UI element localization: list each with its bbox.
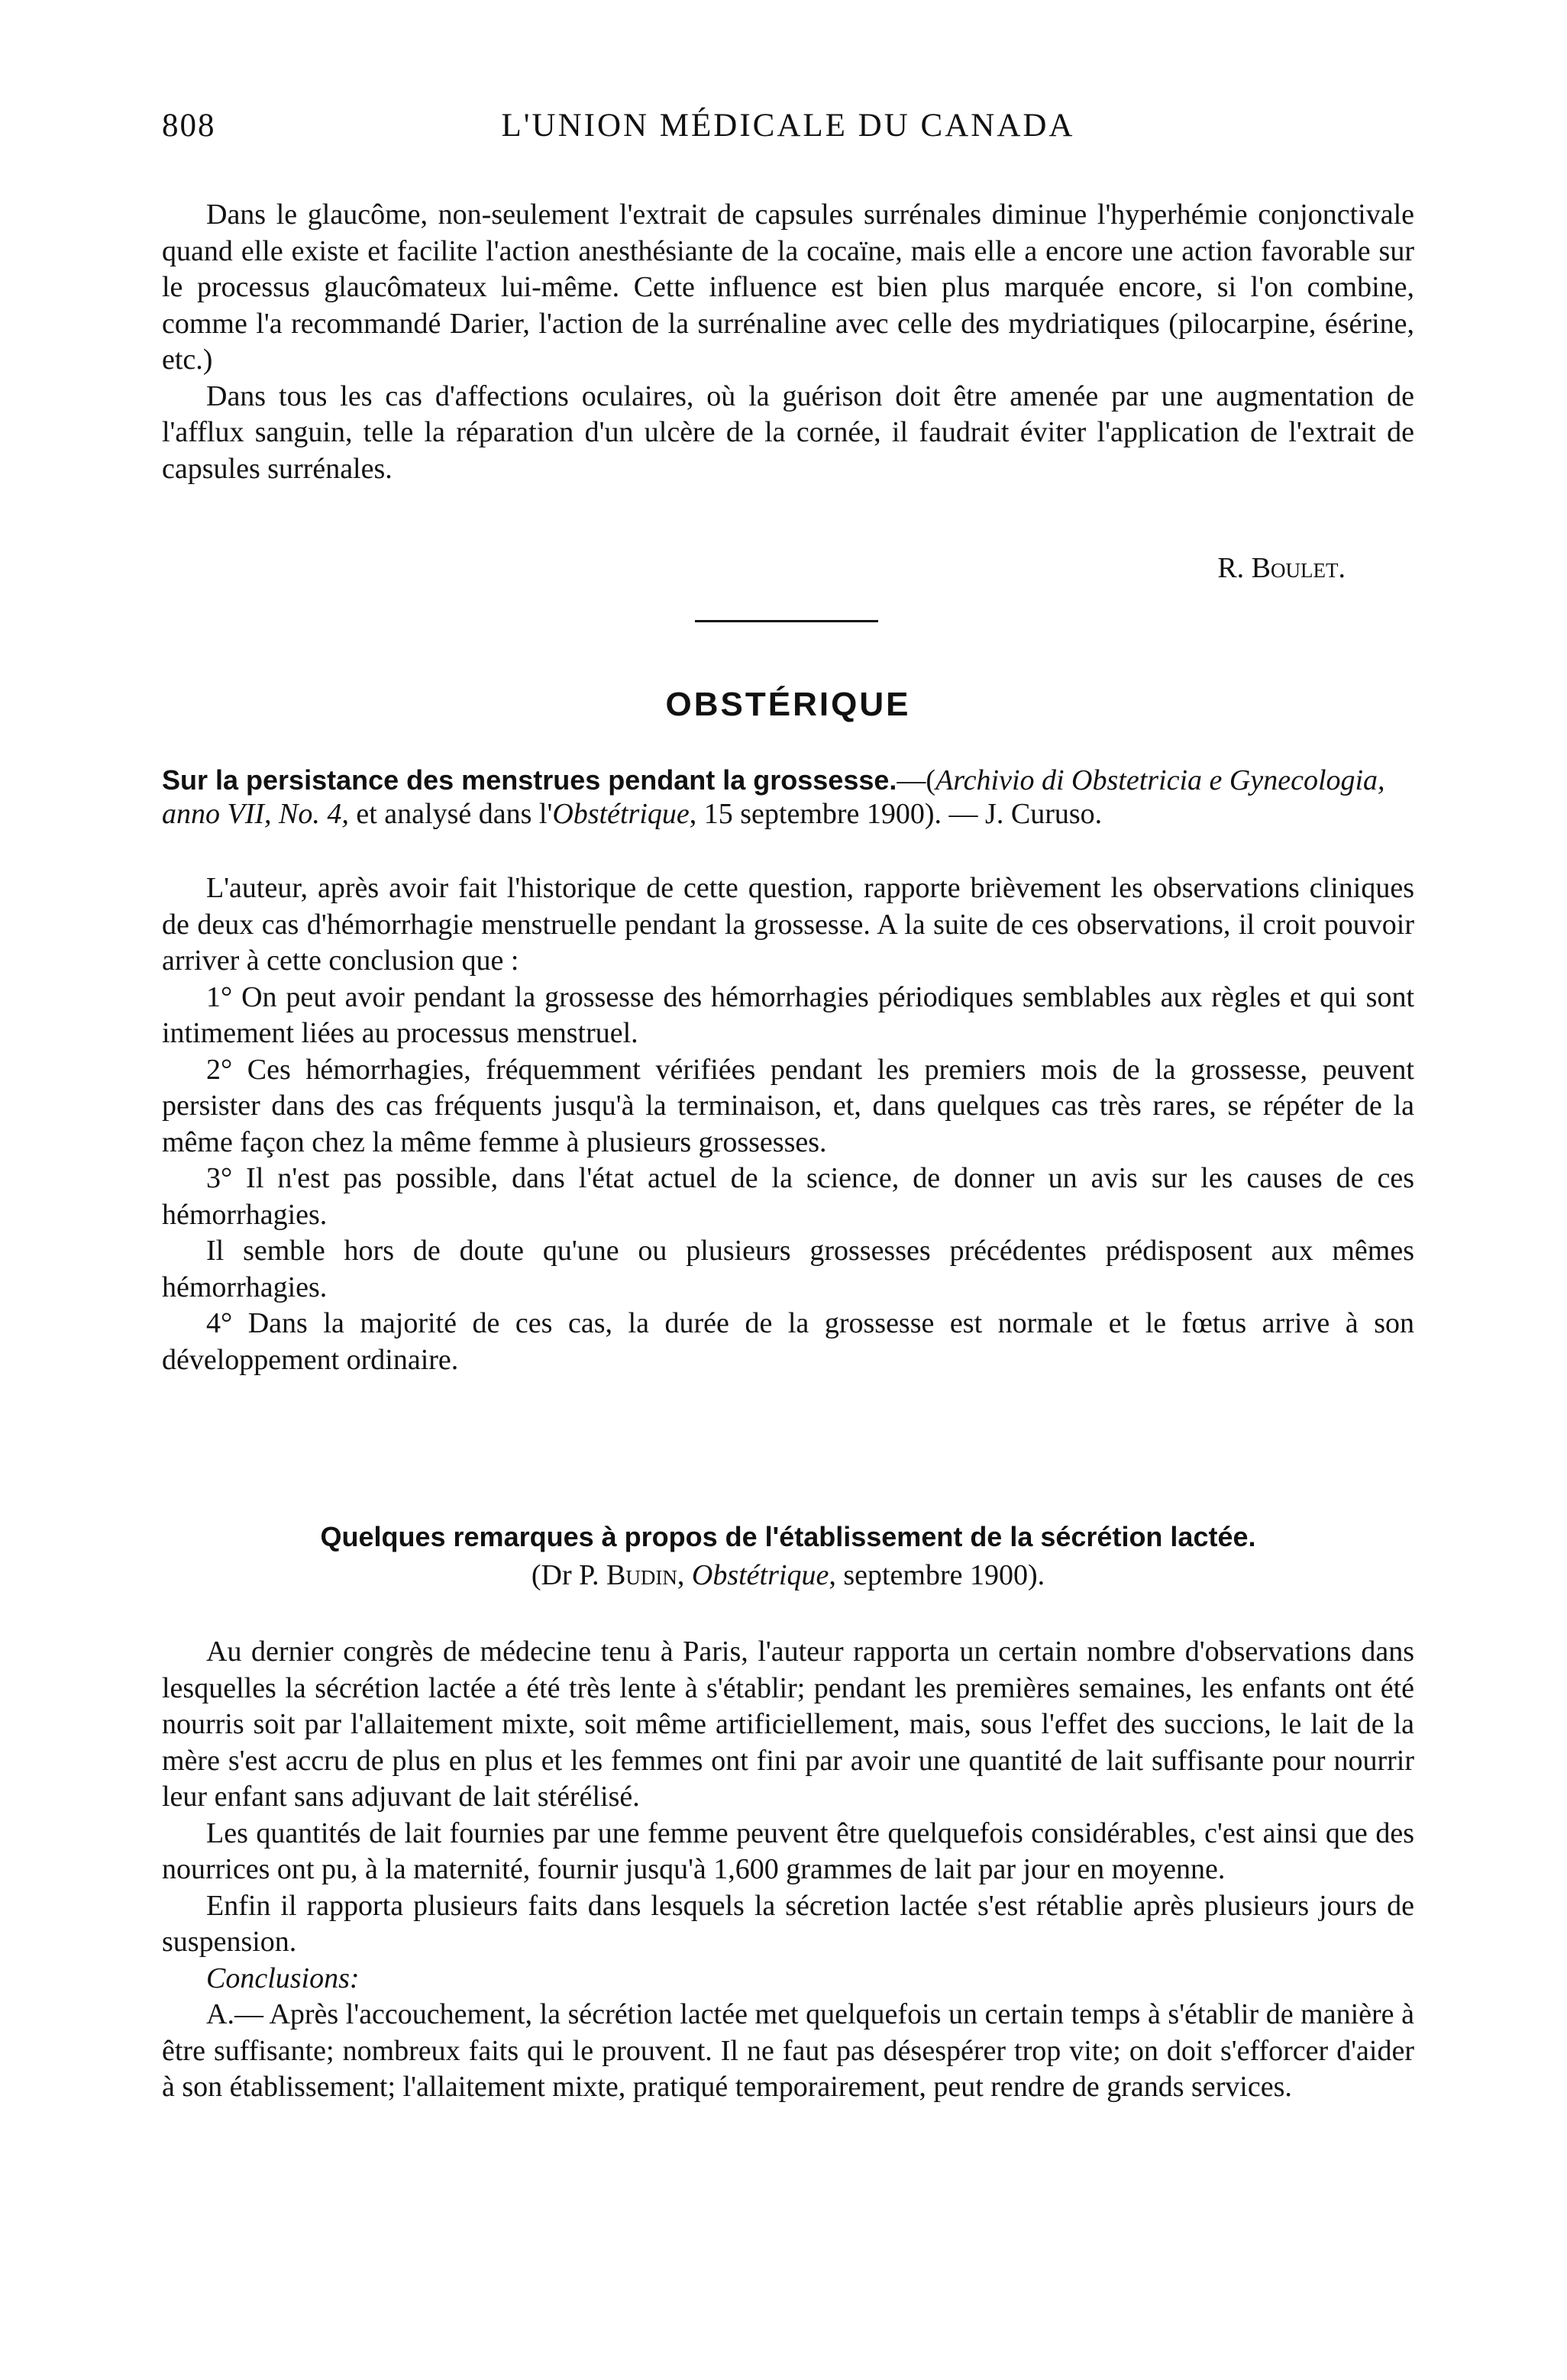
paragraph: Au dernier congrès de médecine tenu à Paris, l'auteur rapporta un certain nombre d'observations dans lesquelles la sécrétion lactée a été très lente à s'établir; pendant les premières semaines, les enfants ont été nourris soit par l'allaitement mixte, soit même artificiellement, mais, sous l'effet des succions, le lait de la mère s'est accru de plus en plus et les femmes ont fini par avoir une quantité de lait suffisante pour nourrir leur enfant sans adjuvant de lait stérélisé. [162, 1636, 1414, 1813]
section-title: OBSTÉRIQUE [665, 686, 911, 723]
article-title-block [162, 1518, 1414, 1594]
source-end: , 15 septembre 1900). — J. Curuso. [689, 798, 1103, 830]
article-title: Quelques remarques à propos de l'établissement de la sécrétion lactée. [320, 1521, 1256, 1552]
paragraph: Il semble hors de doute qu'une ou plusieurs grossesses précédentes prédisposent aux mêmes hémorrhagies. [162, 1235, 1414, 1303]
author-signature: R. Boulet. [1217, 552, 1346, 584]
source-author: Budin [606, 1559, 677, 1591]
source-journal: Archivio di Obstetricia e Gynecologia, anno VII, No. 4, [162, 764, 1385, 830]
paragraph: L'auteur, après avoir fait l'historique de cette question, rapporte brièvement les observations cliniques de deux cas d'hémorrhagie menstruelle pendant la grossesse. A la suite de ces observations, il croit pouvoir arriver à cette conclusion que : [162, 872, 1414, 977]
section-divider [695, 620, 878, 622]
running-title: L'UNION MÉDICALE DU CANADA [501, 108, 1075, 144]
source-prefix: —( [897, 764, 936, 796]
article-body [162, 1634, 1414, 2106]
source-journal: Obstétrique [691, 1559, 829, 1591]
source-mid: et analysé dans l' [348, 798, 553, 830]
article-title: Sur la persistance des menstrues pendant la grossesse. [162, 764, 897, 796]
paragraph: Dans tous les cas d'affections oculaires, où la guérison doit être amenée par une augmentation de l'afflux sanguin, telle la réparation d'un ulcère de la cornée, il faudrait éviter l'application de l'extrait de capsules surrénales. [162, 379, 1414, 485]
paragraph: Les quantités de lait fournies par une femme peuvent être quelquefois considérables, c'est ainsi que des nourrices ont pu, à la maternité, fournir jusqu'à 1,600 grammes de lait par jour en moyenne. [162, 1816, 1414, 1885]
intro-text [162, 197, 1414, 487]
source-journal-2: Obstétrique [552, 798, 690, 830]
conclusions-heading: Conclusions: [206, 1962, 360, 1994]
source-sep: , [677, 1559, 692, 1591]
source-prefix: (Dr P. [531, 1559, 607, 1591]
paragraph: 2° Ces hémorrhagies, fréquemment vérifiées pendant les premiers mois de la grossesse, peuvent persister dans des cas fréquents jusqu'à la terminaison, et, dans quelques cas très rares, se répéter de la même façon chez la même femme à plusieurs grossesses. [162, 1053, 1414, 1158]
page-number: 808 [162, 108, 216, 144]
paragraph: A.— Après l'accouchement, la sécrétion lactée met quelquefois un certain temps à s'établir de manière à être suffisante; nombreux faits qui le prouvent. Il ne faut pas désespérer trop vite; on doit s'efforcer d'aider à son établissement; l'allaitement mixte, pratiqué temporairement, peut rendre de grands services. [162, 1998, 1414, 2103]
paragraph: Dans le glaucôme, non-seulement l'extrait de capsules surrénales diminue l'hyperhémie conjonctivale quand elle existe et facilite l'action anesthésiante de la cocaïne, mais elle a encore une action favorable sur le processus glaucômateux lui-même. Cette influence est bien plus marquée encore, si l'on combine, comme l'a recommandé Darier, l'action de la surrénaline avec celle des mydriatiques (pilocarpine, ésérine, etc.) [162, 199, 1414, 376]
paragraph: 4° Dans la majorité de ces cas, la durée de la grossesse est normale et le fœtus arrive à son développement ordinaire. [162, 1307, 1414, 1376]
paragraph: 3° Il n'est pas possible, dans l'état actuel de la science, de donner un avis sur les causes de ces hémorrhagies. [162, 1162, 1414, 1231]
source-end: , septembre 1900). [829, 1559, 1045, 1591]
paragraph: Enfin il rapporta plusieurs faits dans lesquels la sécretion lactée s'est rétablie après plusieurs jours de suspension. [162, 1889, 1414, 1958]
paragraph: 1° On peut avoir pendant la grossesse des hémorrhagies périodiques semblables aux règles et qui sont intimement liées au processus menstruel. [162, 980, 1414, 1049]
article-body [162, 870, 1414, 1378]
article-title-block [162, 764, 1414, 831]
page-header [162, 107, 1414, 160]
